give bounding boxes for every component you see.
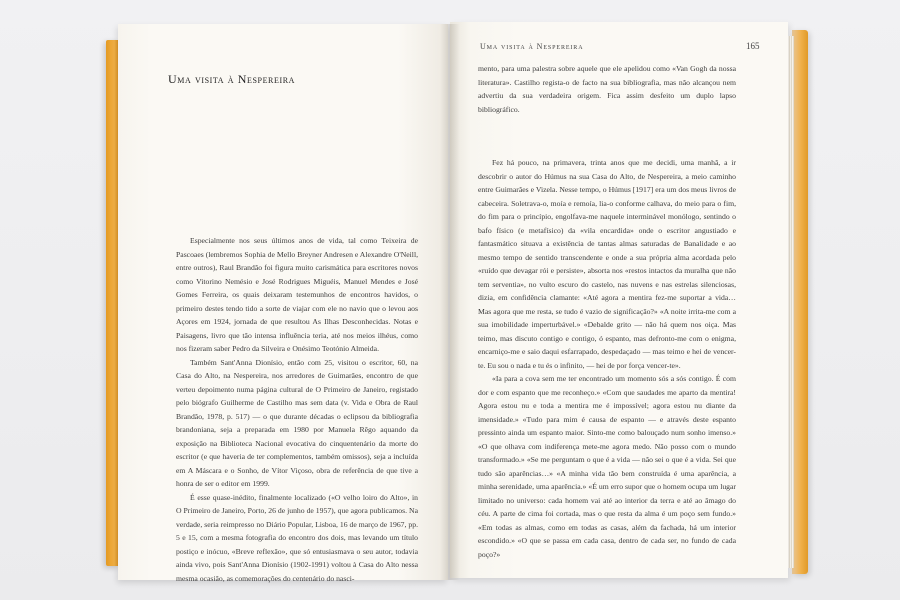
- paragraph: mento, para uma palestra sobre aquele que ele apelidou como «Van Gogh da nossa literatura». Castilho regista-o de facto na sua bibliografia, mas não alcançou nem advertiu da sua verdadeira origem. Fica assim desfeito um duplo lapso bibliográfico.: [478, 64, 736, 114]
- running-head: Uma visita à Nespereira: [480, 42, 584, 51]
- right-page-top-text: [478, 62, 736, 116]
- paragraph: Especialmente nos seus últimos anos de vida, tal como Teixeira de Pascoaes (lembremos Sophia de Mello Breyner Andresen e Alexandre O'Neill, entre outros), Raul Brandão foi figura muito carismática para escritores novos como Vitorino Nemésio e José Rodrigues Miguéis, Manuel Mendes e José Gomes Ferreira, os quais deixaram testemunhos de encontros havidos, o primeiro destes tendo tido a sorte de viajar com ele no navio que o levou aos Açores em 1924, jornada de que resultou As Ilhas Desconhecidas. Notas e Paisagens, livro que tão intensa influência teria, até nos meios ilhéus, como nos fizeram saber Pedro da Silveira e Onésimo Teotónio Almeida.: [176, 236, 418, 353]
- book-gutter: [440, 24, 460, 580]
- page-number: 165: [746, 41, 760, 51]
- paragraph: Fez há pouco, na primavera, trinta anos que me decidi, uma manhã, a ir descobrir o autor do Húmus na sua Casa do Alto, de Nespereira, a meio caminho entre Guimarães e Vizela. Nesse tempo, o Húmus [1917] era um dos meus livros de cabeceira. Soletrava-o, moía e remoía, lia-o conforme calhava, do meio para o fim, do fim para o princípio, engolfava-me naquele interminável monólogo, sentindo o bafo físico (e metafísico) da «vila encardida» onde o escritor angustiado e fantasmático situava a existência de tantas almas saturadas de Banalidade e ao mesmo tempo de sentido transcendente e onde a sua própria alma acordada pelo «ruído que devagar rói e persiste», absorta nos «restos intactos da muralha que não tem serventia», no vulto escuro do castelo, nas nuvens e nas estrelas silenciosas, dizia, em confidência clamante: «Até agora a mentira fez-me suportar a vida… Mas agora que me resta, se tudo é vazio de significação?» «A noite irrita-me com a sua imobilidade imperturbável.» «Debalde grito — não há quem nos oiça. Mas teimo, mas discuto contigo e contigo, ó espanto, mas defronto-me com o enigma, encarniço-me e saio daqui esfarrapado, despedaçado — mas teimo e hei de vencer-te. Eu sou o nada e tu és o infinito, — hei de por força vencer-te».: [478, 158, 736, 370]
- paragraph: «Ia para a cova sem me ter encontrado um momento sós a sós contigo. É com dor e com espanto que me reconheço.» «Com que saudades me aparto da mentira! Agora estou nu e toda a mentira me é impossível; agora estou nu diante da imensidade.» «Tudo para mim é causa de espanto — e através deste espanto pressinto ainda um espanto maior. Sinto-me como balouçado num sonho imenso.» «O que olhava com indiferença mete-me agora medo. Não posso com o mundo transformado.» «Se me perguntam o que é a vida — não sei o que é a vida. Sei que tudo são aparências…» «A minha vida tão bem construída é uma aparência, a minha serenidade, uma aparência.» «É um erro supor que o homem ocupa um lugar limitado no universo: cada homem vai até ao interior da terra e até ao âmago do céu. A parte de cima foi cortada, mas o que resta da alma é um poço sem fundo.» «Em todas as almas, como em todas as casas, além da fachada, há um interior escondido.» «O que se passa em cada casa, dentro de cada ser, no fundo de cada poço?»: [478, 374, 736, 559]
- paragraph: É esse quase-inédito, finalmente localizado («O velho loiro do Alto», in O Primeiro de Janeiro, Porto, 26 de junho de 1957), que agora publicamos. Na verdade, seria reimpresso no Diário Popular, Lisboa, 16 de março de 1967, pp. 5 e 15, com a mesma fotografia do encontro dos dois, mas levando um título postiço e inócuo, «Breve reflexão», que só entusiasmava o seu autor, todavia ainda vivo, pois Sant'Anna Dionísio (1902-1991) voltou à Casa do Alto nessa mesma ocasião, as comemorações do centenário do nasci-: [176, 492, 418, 583]
- paragraph: Também Sant'Anna Dionísio, então com 25, visitou o escritor, 60, na Casa do Alto, na Nespereira, nos arredores de Guimarães, encontro de que verteu depoimento numa página cultural de O Primeiro de Janeiro, registado pelo biógrafo Guilherme de Castilho mas sem data (v. Vida e Obra de Raul Brandão, 1978, p. 517) — o que durante décadas o eclipsou da bibliografia brandoniana, seja a preparada em 1980 por Manuela Rêgo aquando da exposição na Biblioteca Nacional evocativa do cinquentenário da morte do escritor (e que haveria de ter complementos, também omissos), seja a incluída em A Máscara e o Sonho, de Vítor Viçoso, obra de referência de que tive a honra de ser o editor em 1999.: [176, 357, 418, 488]
- left-page-text: [176, 234, 418, 585]
- right-page-main-text: [478, 156, 736, 561]
- book-cover-edge-right: [792, 30, 808, 574]
- chapter-title: Uma visita à Nespereira: [168, 72, 296, 86]
